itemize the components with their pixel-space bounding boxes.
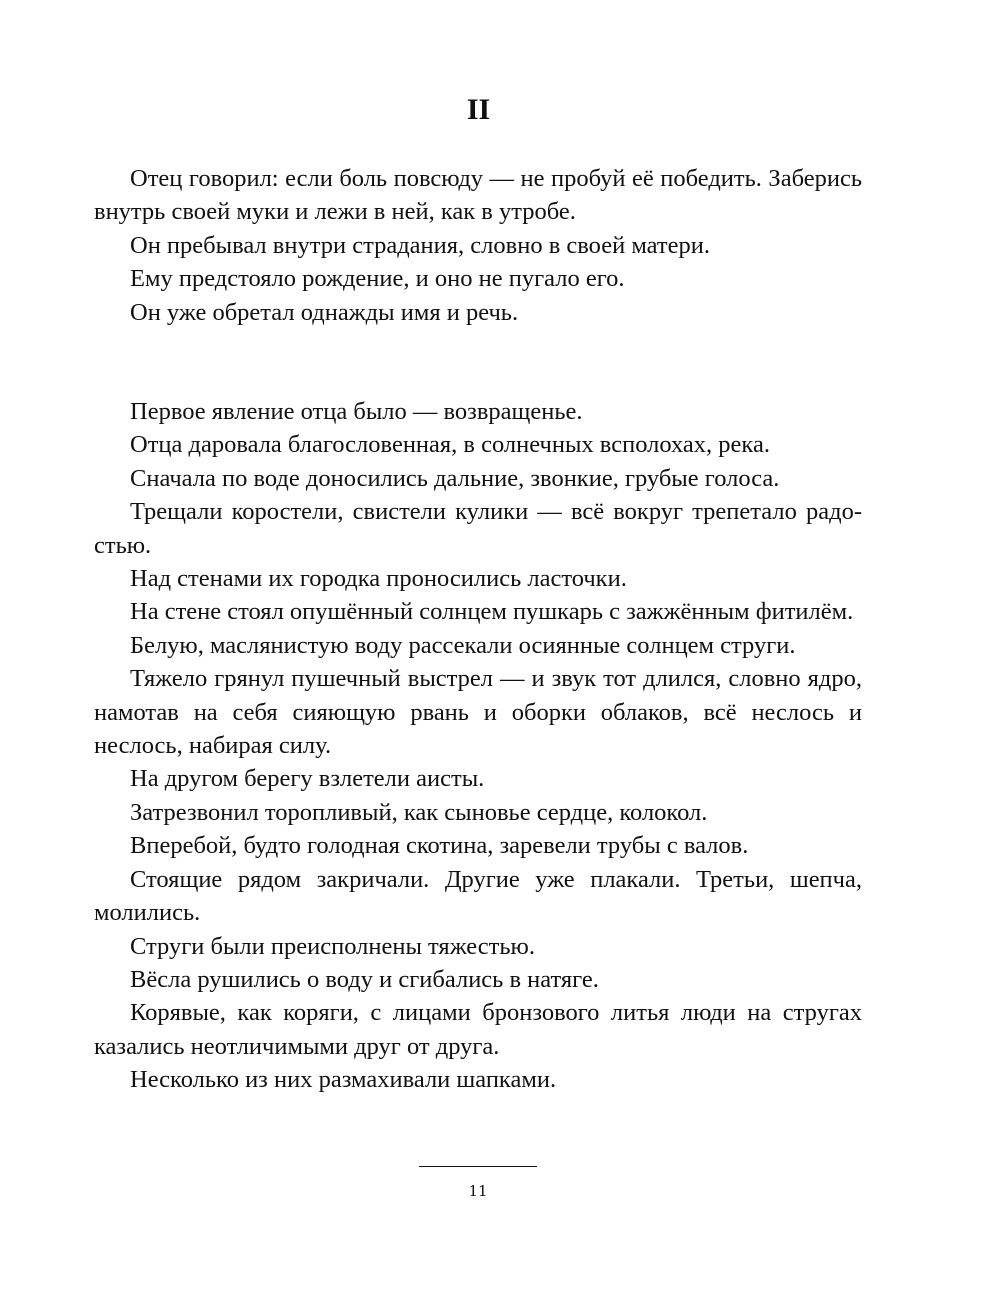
text-section-2 bbox=[94, 395, 862, 1097]
paragraph: Трещали коростели, свистели кулики — всё вокруг трепетало радостью. bbox=[94, 498, 862, 559]
chapter-heading: II bbox=[466, 93, 491, 126]
paragraph: Тяжело грянул пушечный выстрел — и звук тот длился, словно ядро, намотав на себя сияющую рвань и оборки облаков, всё неслось и неслось, набирая силу. bbox=[94, 665, 862, 760]
paragraph: Вперебой, будто голодная скотина, заревели трубы с валов. bbox=[130, 832, 749, 860]
paragraph: Он уже обретал однажды имя и речь. bbox=[130, 298, 519, 326]
paragraph: На стене стоял опушённый солнцем пушкарь с зажжённым фитилём. bbox=[130, 598, 854, 626]
paragraph: Белую, маслянистую воду рассекали осиянные солнцем струги. bbox=[130, 631, 796, 659]
paragraph: Струги были преисполнены тяжестью. bbox=[130, 932, 535, 960]
paragraph: Он пребывал внутри страдания, словно в своей матери. bbox=[130, 231, 710, 259]
paragraph: Ему предстояло рождение, и оно не пугало его. bbox=[130, 265, 625, 293]
paragraph: Сначала по воде доносились дальние, звонкие, грубые голоса. bbox=[130, 464, 780, 492]
paragraph: Корявые, как коряги, с лицами бронзового литья люди на стругах казались неотличимыми друг от друга. bbox=[94, 999, 862, 1060]
paragraph: Отец говорил: если боль повсюду — не пробуй её победить. Заберись внутрь своей муки и лежи в ней, как в утробе. bbox=[94, 165, 862, 226]
paragraph: На другом берегу взлетели аисты. bbox=[130, 765, 485, 793]
footer-divider bbox=[419, 1166, 537, 1167]
paragraph: Несколько из них размахивали шапками. bbox=[130, 1066, 557, 1094]
paragraph: Отца даровала благословенная, в солнечных всполохах, река. bbox=[130, 431, 770, 459]
paragraph: Стоящие рядом закричали. Другие уже плакали. Третьи, шепча, молились. bbox=[94, 865, 862, 927]
text-section-1 bbox=[94, 162, 862, 329]
paragraph: Первое явление отца было — возвращенье. bbox=[130, 398, 583, 425]
page-number: 11 bbox=[468, 1182, 488, 1200]
paragraph: Вёсла рушились о воду и сгибались в натяге. bbox=[130, 965, 599, 993]
paragraph: Над стенами их городка проносились ласточки. bbox=[130, 565, 627, 593]
paragraph: Затрезвонил торопливый, как сыновье сердце, колокол. bbox=[130, 798, 708, 826]
